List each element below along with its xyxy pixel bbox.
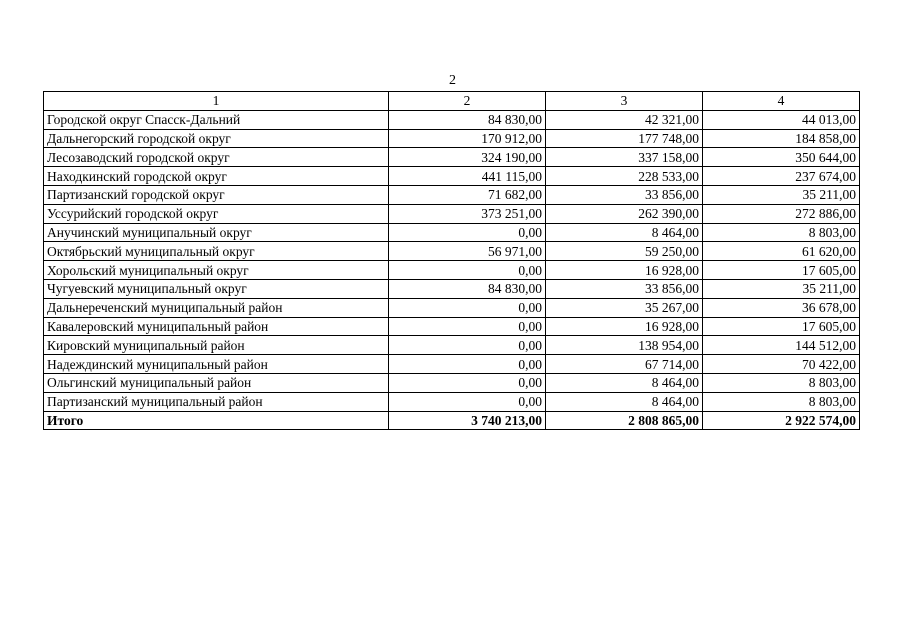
value-cell-col4: 17 605,00: [703, 317, 860, 336]
municipality-name-cell: Городской округ Спасск-Дальний: [44, 110, 389, 129]
value-cell-col4: 36 678,00: [703, 298, 860, 317]
table-row: [44, 279, 860, 298]
value-cell-col3: 262 390,00: [546, 204, 703, 223]
value-cell-col2: 0,00: [389, 336, 546, 355]
value-cell-col3: 337 158,00: [546, 148, 703, 167]
value-cell-col3: 8 464,00: [546, 392, 703, 411]
table-row: [44, 373, 860, 392]
value-cell-col4: 35 211,00: [703, 185, 860, 204]
municipality-name-cell: Надеждинский муниципальный район: [44, 355, 389, 374]
table-row: [44, 167, 860, 186]
value-cell-col2: 3 740 213,00: [389, 411, 546, 430]
value-cell-col2: 441 115,00: [389, 167, 546, 186]
value-cell-col3: 35 267,00: [546, 298, 703, 317]
municipality-name-cell: Находкинский городской округ: [44, 167, 389, 186]
table-row: [44, 223, 860, 242]
value-cell-col4: 70 422,00: [703, 355, 860, 374]
municipality-name-cell: Кавалеровский муниципальный район: [44, 317, 389, 336]
value-cell-col3: 59 250,00: [546, 242, 703, 261]
value-cell-col4: 44 013,00: [703, 110, 860, 129]
table-row: [44, 129, 860, 148]
value-cell-col3: 228 533,00: [546, 167, 703, 186]
table-row: [44, 317, 860, 336]
table-row: [44, 336, 860, 355]
table-row: [44, 392, 860, 411]
value-cell-col4: 8 803,00: [703, 373, 860, 392]
value-cell-col2: 56 971,00: [389, 242, 546, 261]
municipality-name-cell: Ольгинский муниципальный район: [44, 373, 389, 392]
table-row: [44, 185, 860, 204]
municipality-name-cell: Уссурийский городской округ: [44, 204, 389, 223]
value-cell-col4: 184 858,00: [703, 129, 860, 148]
value-cell-col4: 272 886,00: [703, 204, 860, 223]
value-cell-col4: 61 620,00: [703, 242, 860, 261]
value-cell-col3: 2 808 865,00: [546, 411, 703, 430]
value-cell-col2: 0,00: [389, 373, 546, 392]
value-cell-col2: 71 682,00: [389, 185, 546, 204]
value-cell-col2: 0,00: [389, 223, 546, 242]
value-cell-col4: 8 803,00: [703, 223, 860, 242]
value-cell-col2: 373 251,00: [389, 204, 546, 223]
table-header-row: [44, 92, 860, 111]
value-cell-col2: 84 830,00: [389, 279, 546, 298]
value-cell-col3: 138 954,00: [546, 336, 703, 355]
column-header: 4: [703, 92, 860, 111]
value-cell-col3: 177 748,00: [546, 129, 703, 148]
municipality-name-cell: Дальнереченский муниципальный район: [44, 298, 389, 317]
value-cell-col3: 8 464,00: [546, 223, 703, 242]
value-cell-col3: 42 321,00: [546, 110, 703, 129]
column-header: 3: [546, 92, 703, 111]
value-cell-col2: 0,00: [389, 298, 546, 317]
value-cell-col3: 16 928,00: [546, 317, 703, 336]
municipality-name-cell: Октябрьский муниципальный округ: [44, 242, 389, 261]
table-row: [44, 204, 860, 223]
value-cell-col3: 33 856,00: [546, 185, 703, 204]
value-cell-col2: 0,00: [389, 317, 546, 336]
column-header: 2: [389, 92, 546, 111]
allocation-table: [43, 91, 860, 430]
municipality-name-cell: Чугуевский муниципальный округ: [44, 279, 389, 298]
municipality-name-cell: Анучинский муниципальный округ: [44, 223, 389, 242]
table-row: [44, 242, 860, 261]
table-row: [44, 148, 860, 167]
municipality-name-cell: Партизанский муниципальный район: [44, 392, 389, 411]
value-cell-col3: 33 856,00: [546, 279, 703, 298]
municipality-name-cell: Лесозаводский городской округ: [44, 148, 389, 167]
municipality-name-cell: Хорольский муниципальный округ: [44, 261, 389, 280]
value-cell-col2: 0,00: [389, 355, 546, 374]
value-cell-col4: 237 674,00: [703, 167, 860, 186]
page-number: 2: [449, 73, 456, 88]
table-row: [44, 261, 860, 280]
value-cell-col4: 8 803,00: [703, 392, 860, 411]
value-cell-col4: 350 644,00: [703, 148, 860, 167]
value-cell-col2: 84 830,00: [389, 110, 546, 129]
table-row: [44, 110, 860, 129]
value-cell-col3: 67 714,00: [546, 355, 703, 374]
value-cell-col4: 35 211,00: [703, 279, 860, 298]
value-cell-col2: 0,00: [389, 392, 546, 411]
column-header: 1: [44, 92, 389, 111]
value-cell-col4: 2 922 574,00: [703, 411, 860, 430]
table-body: [44, 110, 860, 430]
value-cell-col2: 324 190,00: [389, 148, 546, 167]
municipality-name-cell: Партизанский городской округ: [44, 185, 389, 204]
value-cell-col4: 17 605,00: [703, 261, 860, 280]
municipality-name-cell: Кировский муниципальный район: [44, 336, 389, 355]
value-cell-col2: 170 912,00: [389, 129, 546, 148]
table-row: [44, 355, 860, 374]
value-cell-col2: 0,00: [389, 261, 546, 280]
total-row: [44, 411, 860, 430]
value-cell-col3: 16 928,00: [546, 261, 703, 280]
table-row: [44, 298, 860, 317]
municipality-name-cell: Итого: [44, 411, 389, 430]
value-cell-col4: 144 512,00: [703, 336, 860, 355]
municipality-name-cell: Дальнегорский городской округ: [44, 129, 389, 148]
value-cell-col3: 8 464,00: [546, 373, 703, 392]
